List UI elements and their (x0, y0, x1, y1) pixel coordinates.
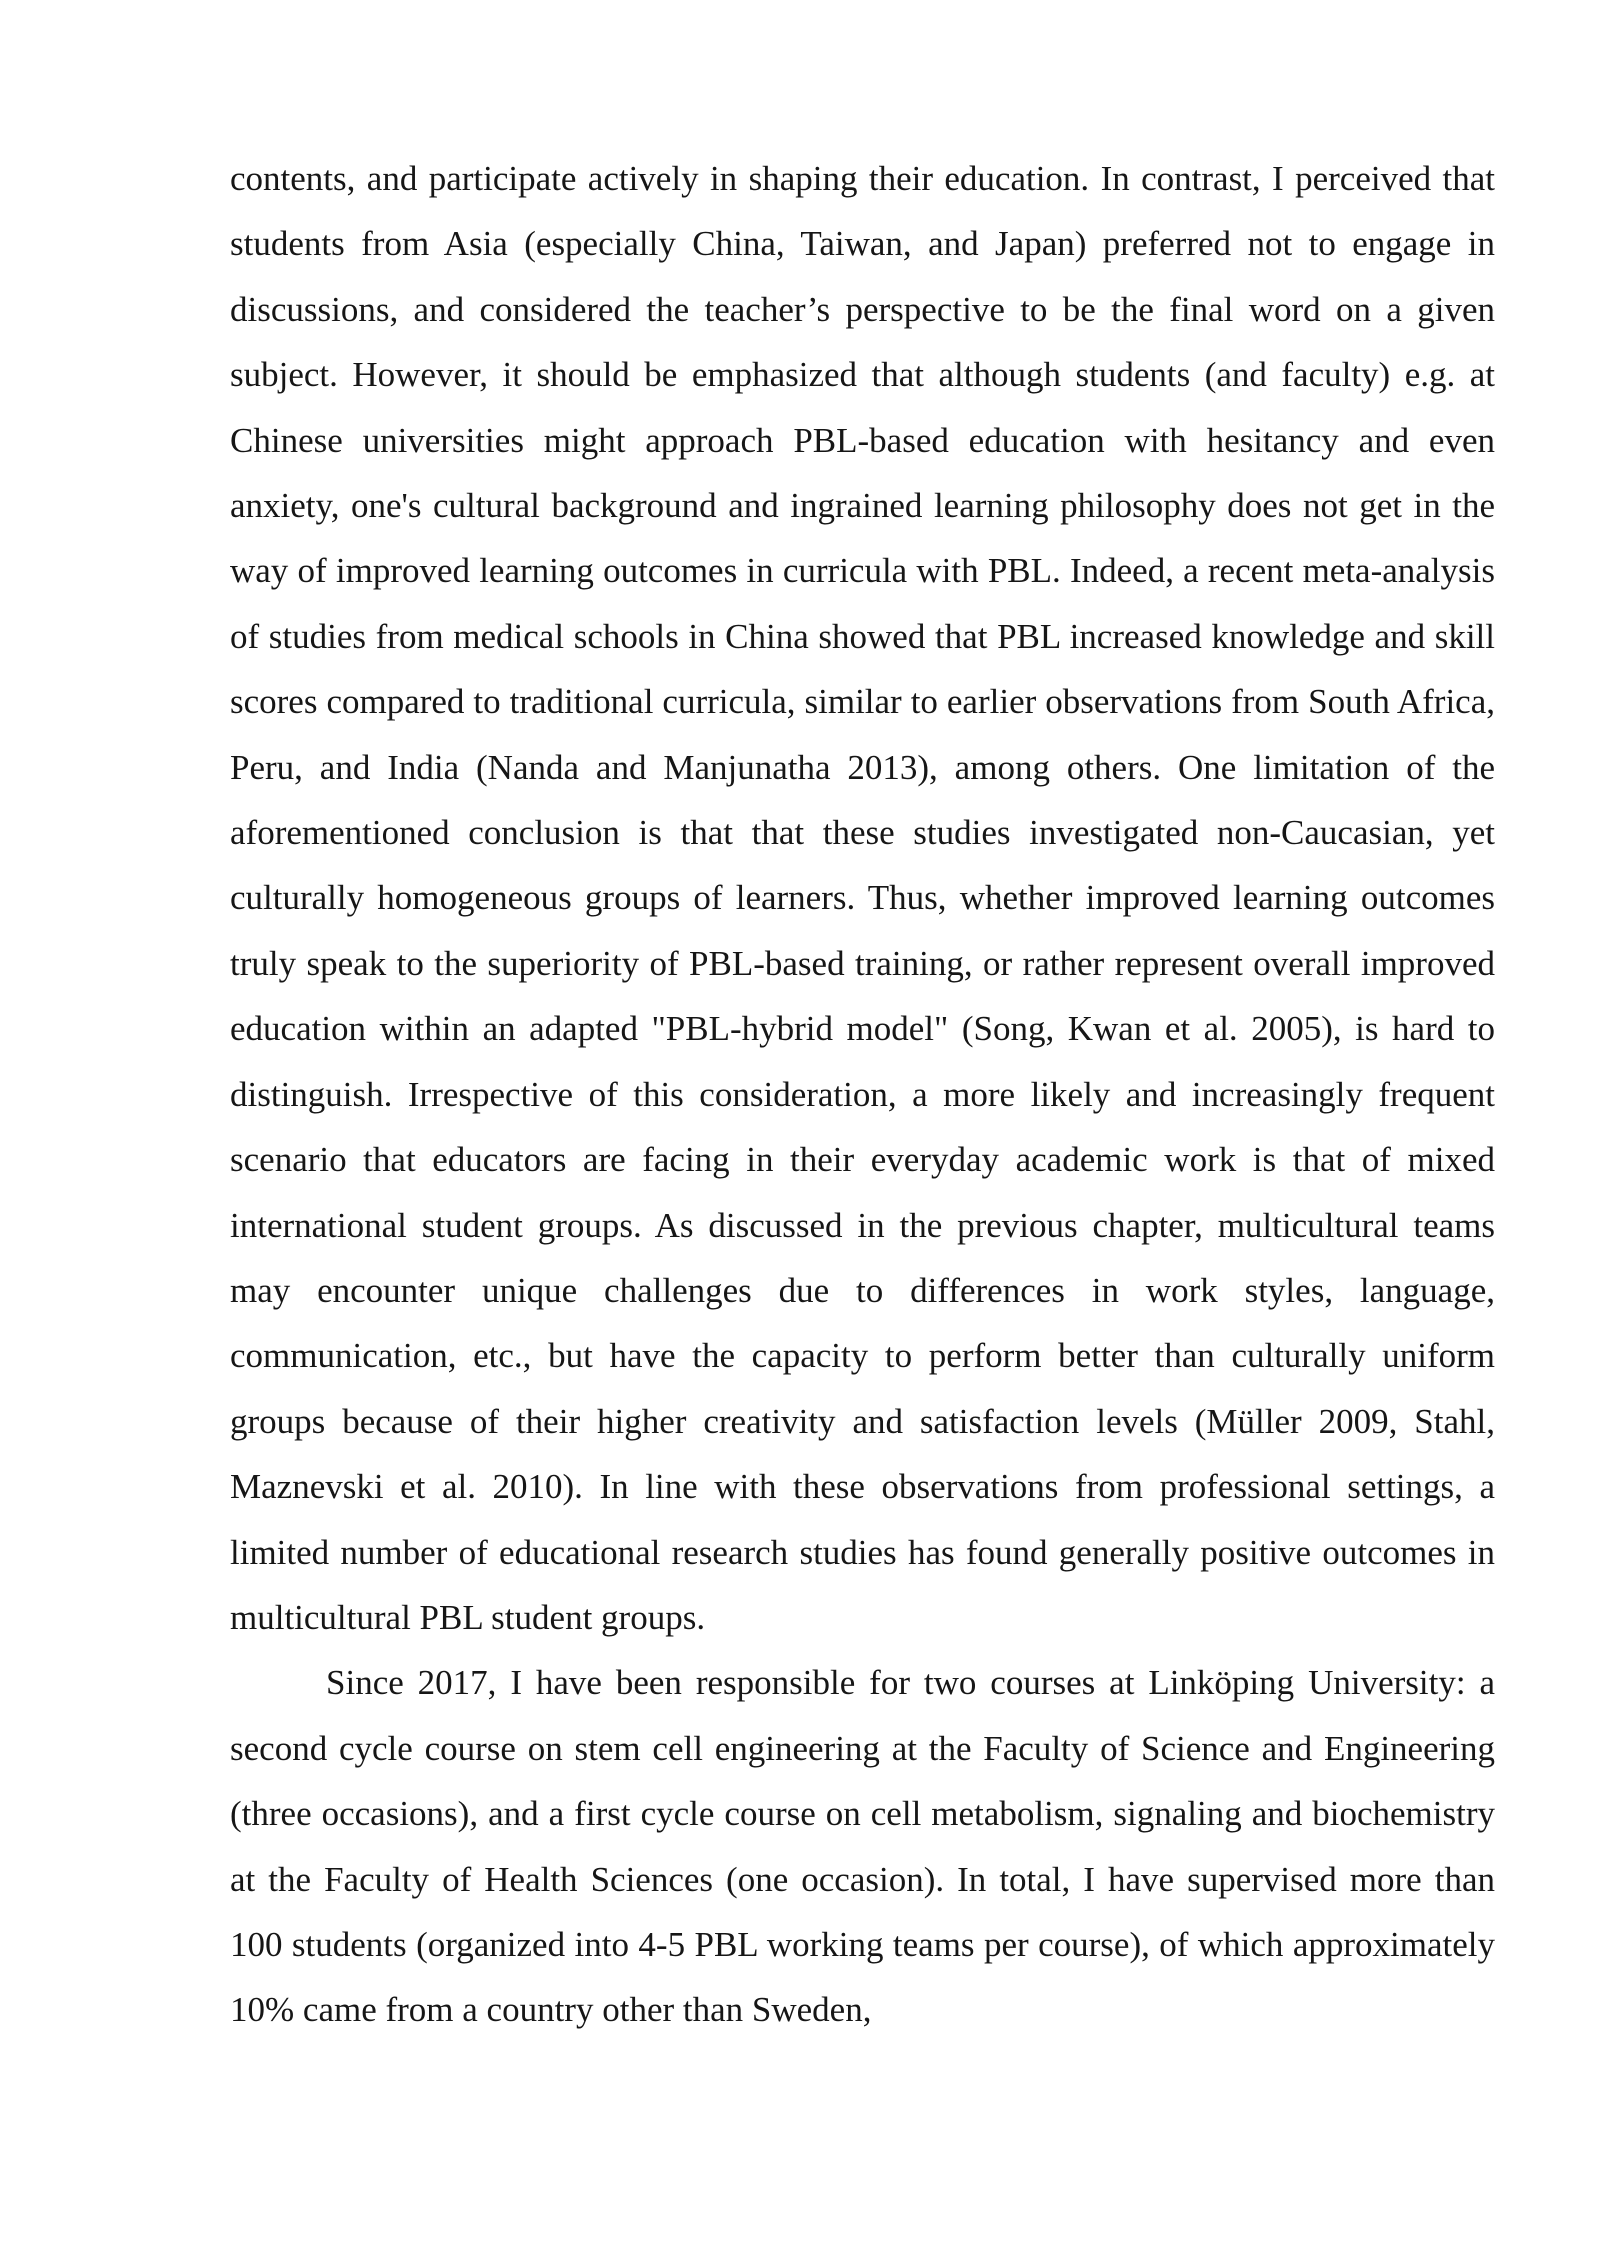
paragraph-1: contents, and participate actively in shaping their education. In contrast, I perceived that students from Asia (especially China, Taiwan, and Japan) preferred not to engage in discussions, and considered the teacher’s perspective to be the final word on a given subject. However, it should be emphasized that although students (and faculty) e.g. at Chinese universities might approach PBL-based education with hesitancy and even anxiety, one's cultural background and ingrained learning philosophy does not get in the way of improved learning outcomes in curricula with PBL. Indeed, a recent meta-analysis of studies from medical schools in China showed that PBL increased knowledge and skill scores compared to traditional curricula, similar to earlier observations from South Africa, Peru, and India (Nanda and Manjunatha 2013), among others. One limitation of the aforementioned conclusion is that that these studies investigated non-Caucasian, yet culturally homogeneous groups of learners. Thus, whether improved learning outcomes truly speak to the superiority of PBL-based training, or rather represent overall improved education within an adapted "PBL-hybrid model" (Song, Kwan et al. 2005), is hard to distinguish. Irrespective of this consideration, a more likely and increasingly frequent scenario that educators are facing in their everyday academic work is that of mixed international student groups. As discussed in the previous chapter, multicultural teams may encounter unique challenges due to differences in work styles, language, communication, etc., but have the capacity to perform better than culturally uniform groups because of their higher creativity and satisfaction levels (Müller 2009, Stahl, Maznevski et al. 2010). In line with these observations from professional settings, a limited number of educational research studies has found generally positive outcomes in multicultural PBL student groups. (230, 159, 1495, 1637)
body-text (230, 146, 1495, 2043)
paragraph-2: Since 2017, I have been responsible for two courses at Linköping University: a second cycle course on stem cell engineering at the Faculty of Science and Engineering (three occasions), and a first cycle course on cell metabolism, signaling and biochemistry at the Faculty of Health Sciences (one occasion). In total, I have supervised more than 100 students (organized into 4-5 PBL working teams per course), of which approximately 10% came from a country other than Sweden, (230, 1663, 1495, 2030)
